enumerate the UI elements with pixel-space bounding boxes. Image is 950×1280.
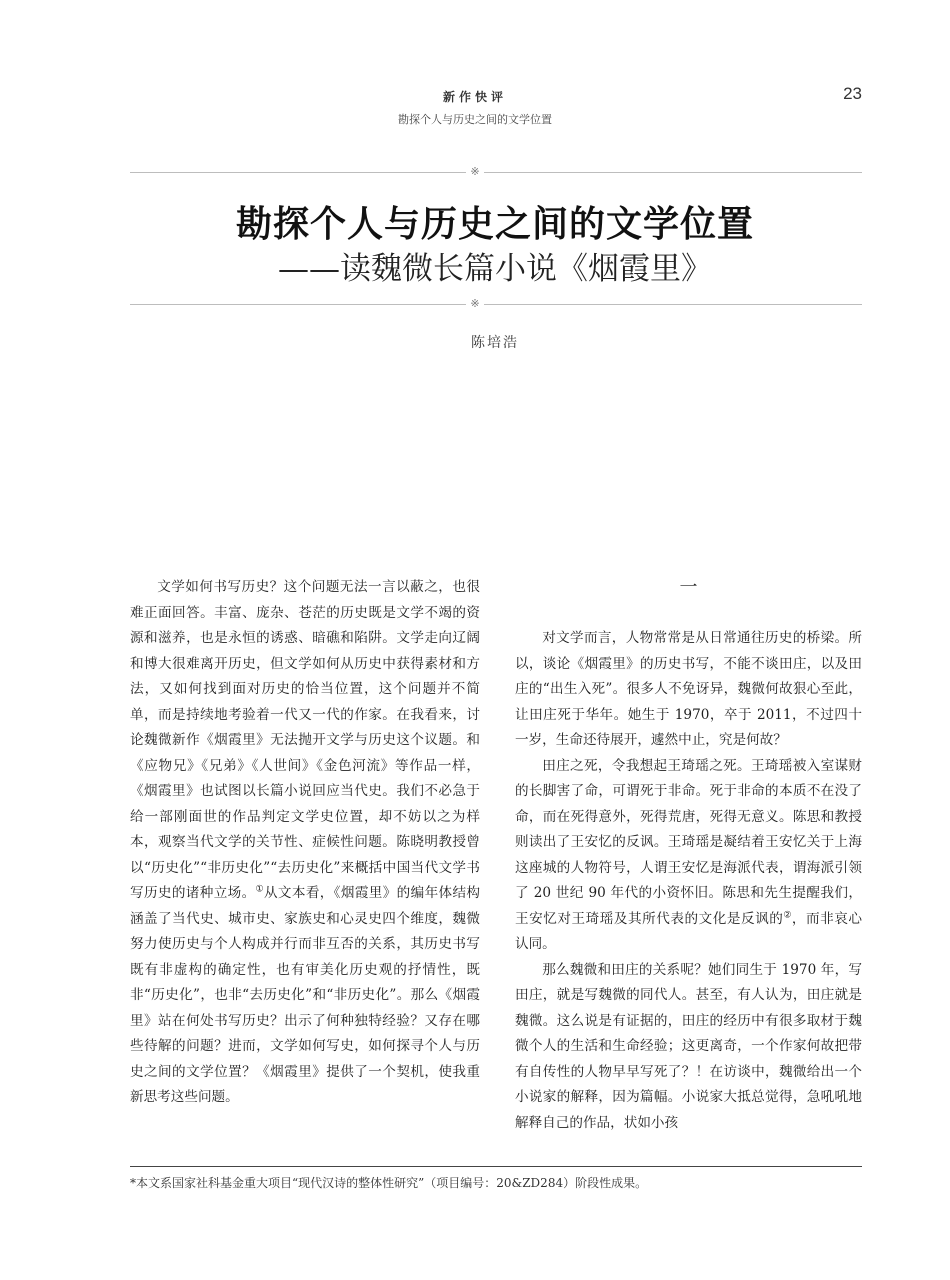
header-section bbox=[0, 88, 950, 127]
page-number: 23 bbox=[843, 84, 862, 103]
right-column bbox=[515, 575, 862, 1136]
title-bottom-rule bbox=[130, 304, 862, 305]
body-paragraph-3: 那么魏微和田庄的关系呢？她们同生于 1970 年，写田庄，就是写魏微的同代人。甚至，有人认为，田庄就是魏微。这么说是有证据的，田庄的经历中有很多取材于魏微个人的生活和生命经验；这更离奇，一个作家何故把带有自传性的人物早早写死了？！在访谈中，魏微给出一个小说家的解释，因为篇幅。小说家大抵总觉得，急吼吼地解释自己的作品，状如小孩 bbox=[515, 961, 862, 1131]
section-number: 一 bbox=[679, 577, 698, 598]
section-label: 新作快评 bbox=[442, 90, 507, 104]
left-column bbox=[130, 575, 480, 1111]
body-text-2b: ，而非哀心认同。 bbox=[515, 910, 863, 952]
body-paragraph-1: 对文学而言，人物常常是从日常通往历史的桥梁。所以，谈论《烟霞里》的历史书写，不能不谈田庄，以及田庄的“出生入死”。很多人不免讶异，魏微何故狠心至此，让田庄死于华年。她生于 1970，卒于 2011，不过四十一岁，生命还待展开，遽然中止，究是何故？ bbox=[515, 630, 862, 748]
article-subtitle: ——读魏微长篇小说《烟霞里》 bbox=[278, 251, 712, 287]
author-name: 陈培浩 bbox=[471, 335, 519, 351]
footnote-ref-1: ① bbox=[255, 884, 264, 895]
funding-footnote: *本文系国家社科基金重大项目“现代汉诗的整体性研究”（项目编号：20&ZD284）阶段性成果。 bbox=[130, 1176, 648, 1190]
article-title: 勘探个人与历史之间的文学位置 bbox=[235, 203, 754, 245]
body-text-2a: 田庄之死，令我想起王琦瑶之死。王琦瑶被入室谋财的长脚害了命，可谓死于非命。死于非命的本质不在没了命，而在死得意外，死得荒唐，死得无意义。陈思和教授则读出了王安忆的反讽。王琦瑶是凝结着王安忆关于上海这座城的人物符号，人谓王安忆是海派代表，谓海派引领了 20 世纪 90 年代的小资怀旧。陈思和先生提醒我们，王安忆对王琦瑶及其所代表的文化是反讽的 bbox=[515, 757, 862, 927]
footnote-rule bbox=[130, 1166, 862, 1167]
title-top-rule bbox=[130, 172, 862, 173]
ornament-top: ※ bbox=[466, 165, 484, 179]
footnote-ref-2: ② bbox=[783, 909, 792, 920]
section-subtitle: 勘探个人与历史之间的文学位置 bbox=[398, 113, 552, 126]
intro-paragraph bbox=[130, 575, 480, 1111]
body-paragraph-2 bbox=[515, 754, 862, 958]
intro-text-a: 文学如何书写历史？这个问题无法一言以蔽之，也很难正面回答。丰富、庞杂、苍茫的历史既是文学不竭的资源和滋养，也是永恒的诱惑、暗礁和陷阱。文学走向辽阔和博大很难离开历史，但文学如何从历史中获得素材和方法，又如何找到面对历史的恰当位置，这个问题并不简单，而是持续地考验着一代又一代的作家。在我看来，讨论魏微新作《烟霞里》无法抛开文学与历史这个议题。和《应物兄》《兄弟》《人世间》《金色河流》等作品一样，《烟霞里》也试图以长篇小说回应当代史。我们不必急于给一部刚面世的作品判定文学史位置，却不妨以之为样本，观察当代文学的关节性、症候性问题。陈晓明教授曾以“历史化”“非历史化”“去历史化”来概括中国当代文学书写历史的诸种立场。 bbox=[130, 579, 480, 901]
ornament-bottom: ※ bbox=[466, 297, 484, 311]
intro-text-b: 从文本看，《烟霞里》的编年体结构涵盖了当代史、城市史、家族史和心灵史四个维度，魏微努力使历史与个人构成并行而非互否的关系，其历史书写既有非虚构的确定性，也有审美化历史观的抒情性，既非“历史化”，也非“去历史化”和“非历史化”。那么《烟霞里》站在何处书写历史？出示了何种独特经验？又存在哪些待解的问题？进而，文学如何写史，如何探寻个人与历史之间的文学位置？《烟霞里》提供了一个契机，使我重新思考这些问题。 bbox=[130, 885, 481, 1105]
